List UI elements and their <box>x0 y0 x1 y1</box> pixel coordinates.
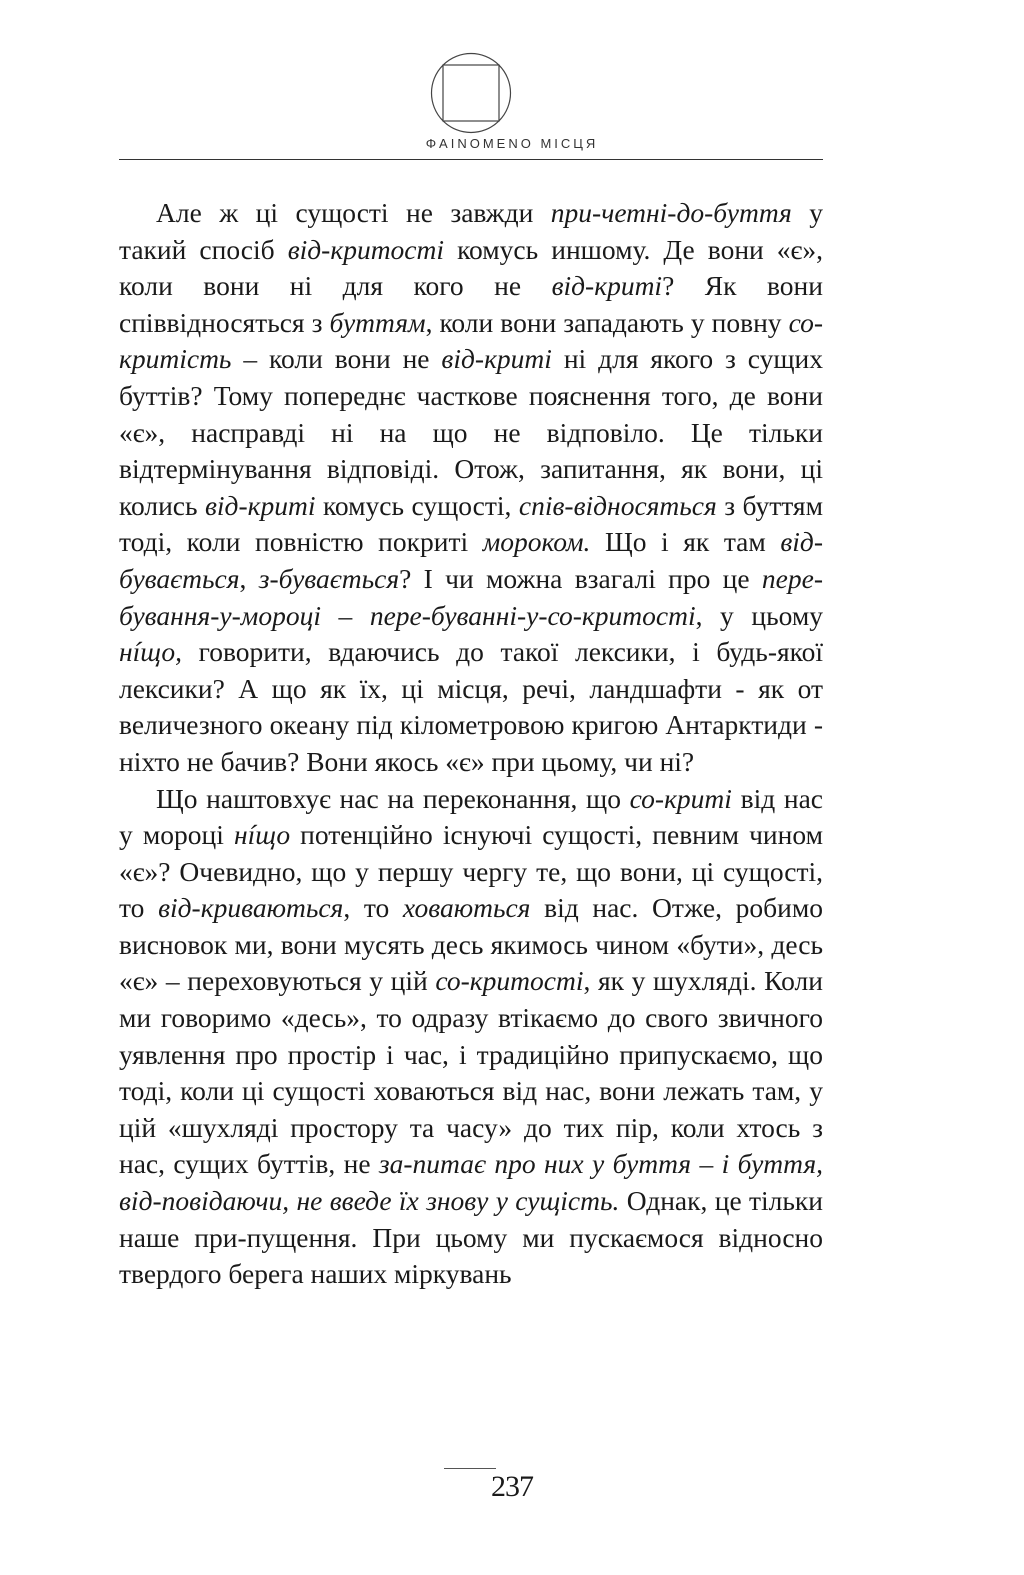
header-rule <box>119 159 823 160</box>
page-number-rule <box>444 1468 496 1469</box>
paragraph: Але ж ці сущості не завжди при-четні-до-буття у такий спосіб від-критості комусь иншому. Де вони «є», коли вони ні для кого не від-криті? Як вони співвідносяться з буттям, коли вони западають у повну со-критість – коли вони не від-криті ні для якого з сущих буттів? Тому попереднє часткове пояснення того, де вони «є», насправді ні на що не відповіло. Це тільки відтермінування відповіді. Отож, запитання, як вони, ці колись від-криті комусь сущості, спів-відносяться з буттям тоді, коли повністю покриті мороком. Що і як там від-бувається, з-бувається? І чи можна взагалі про це пере-бування-у-мороці – пере-буванні-у-со-критості, у цьому нíщо, говорити, вдаючись до такої лексики, і будь-якої лексики? А що як їх, ці місця, речі, ландшафти - як от величезного океану під кілометровою кригою Антарктиди - ніхто не бачив? Вони якось «є» при цьому, чи ні? <box>119 197 824 777</box>
italic-term: спів-відносяться <box>518 489 717 521</box>
italic-term: со-критості <box>435 965 584 997</box>
page-number: 237 <box>491 1470 533 1503</box>
italic-term: від-криті <box>551 270 663 302</box>
running-head: ΦAINOMENO МІСЦЯ <box>425 136 599 151</box>
italic-term: від-криті <box>441 343 552 375</box>
italic-term: со-криті <box>629 782 732 814</box>
paragraph: Що наштовхує нас на переконання, що со-криті від нас у мороці нíщо потенційно існуючі сущості, певним чином «є»? Очевидно, що у першу чергу те, що вони, ці сущості, то від-криваються, то ховаються від нас. Отже, робимо висновок ми, вони мусять десь якимось чином «бути», десь «є» – переховуються у цій со-критості, як у шухляді. Коли ми говоримо «десь», то одразу втікаємо до свого звичного уявлення про простір і час, і традиційно припускаємо, що тоді, коли ці сущості ховаються від нас, вони лежать там, у цій «шухляді простору та часу» до тих пір, коли хтось з нас, сущих буттів, не за-питає про них у буття – і буття, від-повідаючи, не введе їх знову у сущість. Однак, це тільки наше при-пущення. При цьому ми пускаємося відносно твердого берега наших міркувань <box>119 782 824 1290</box>
italic-term: нíщо, <box>119 636 183 668</box>
italic-term: з-бувається <box>258 562 400 594</box>
italic-term: ховаються <box>402 892 531 924</box>
italic-term: со-критість <box>119 306 823 375</box>
italic-term: нíщо <box>233 819 291 851</box>
circle-square-emblem-icon <box>430 52 512 134</box>
italic-term: пере-бування-у-мороці – пере-буванні-у-со-критості <box>119 562 823 631</box>
italic-term: від-бувається <box>119 526 823 594</box>
italic-term: від-критості <box>287 233 445 265</box>
italic-term: від-криті <box>204 489 316 521</box>
italic-term: буттям <box>329 306 426 338</box>
italic-term: від-криваються <box>158 892 344 924</box>
body-text <box>119 195 823 1293</box>
italic-term: мороком. <box>482 526 591 558</box>
italic-term: при-четні-до-буття <box>550 197 792 228</box>
italic-term: за-питає про них у буття – і буття, від-повідаючи, не введе їх знову у сущість. <box>119 1148 823 1217</box>
